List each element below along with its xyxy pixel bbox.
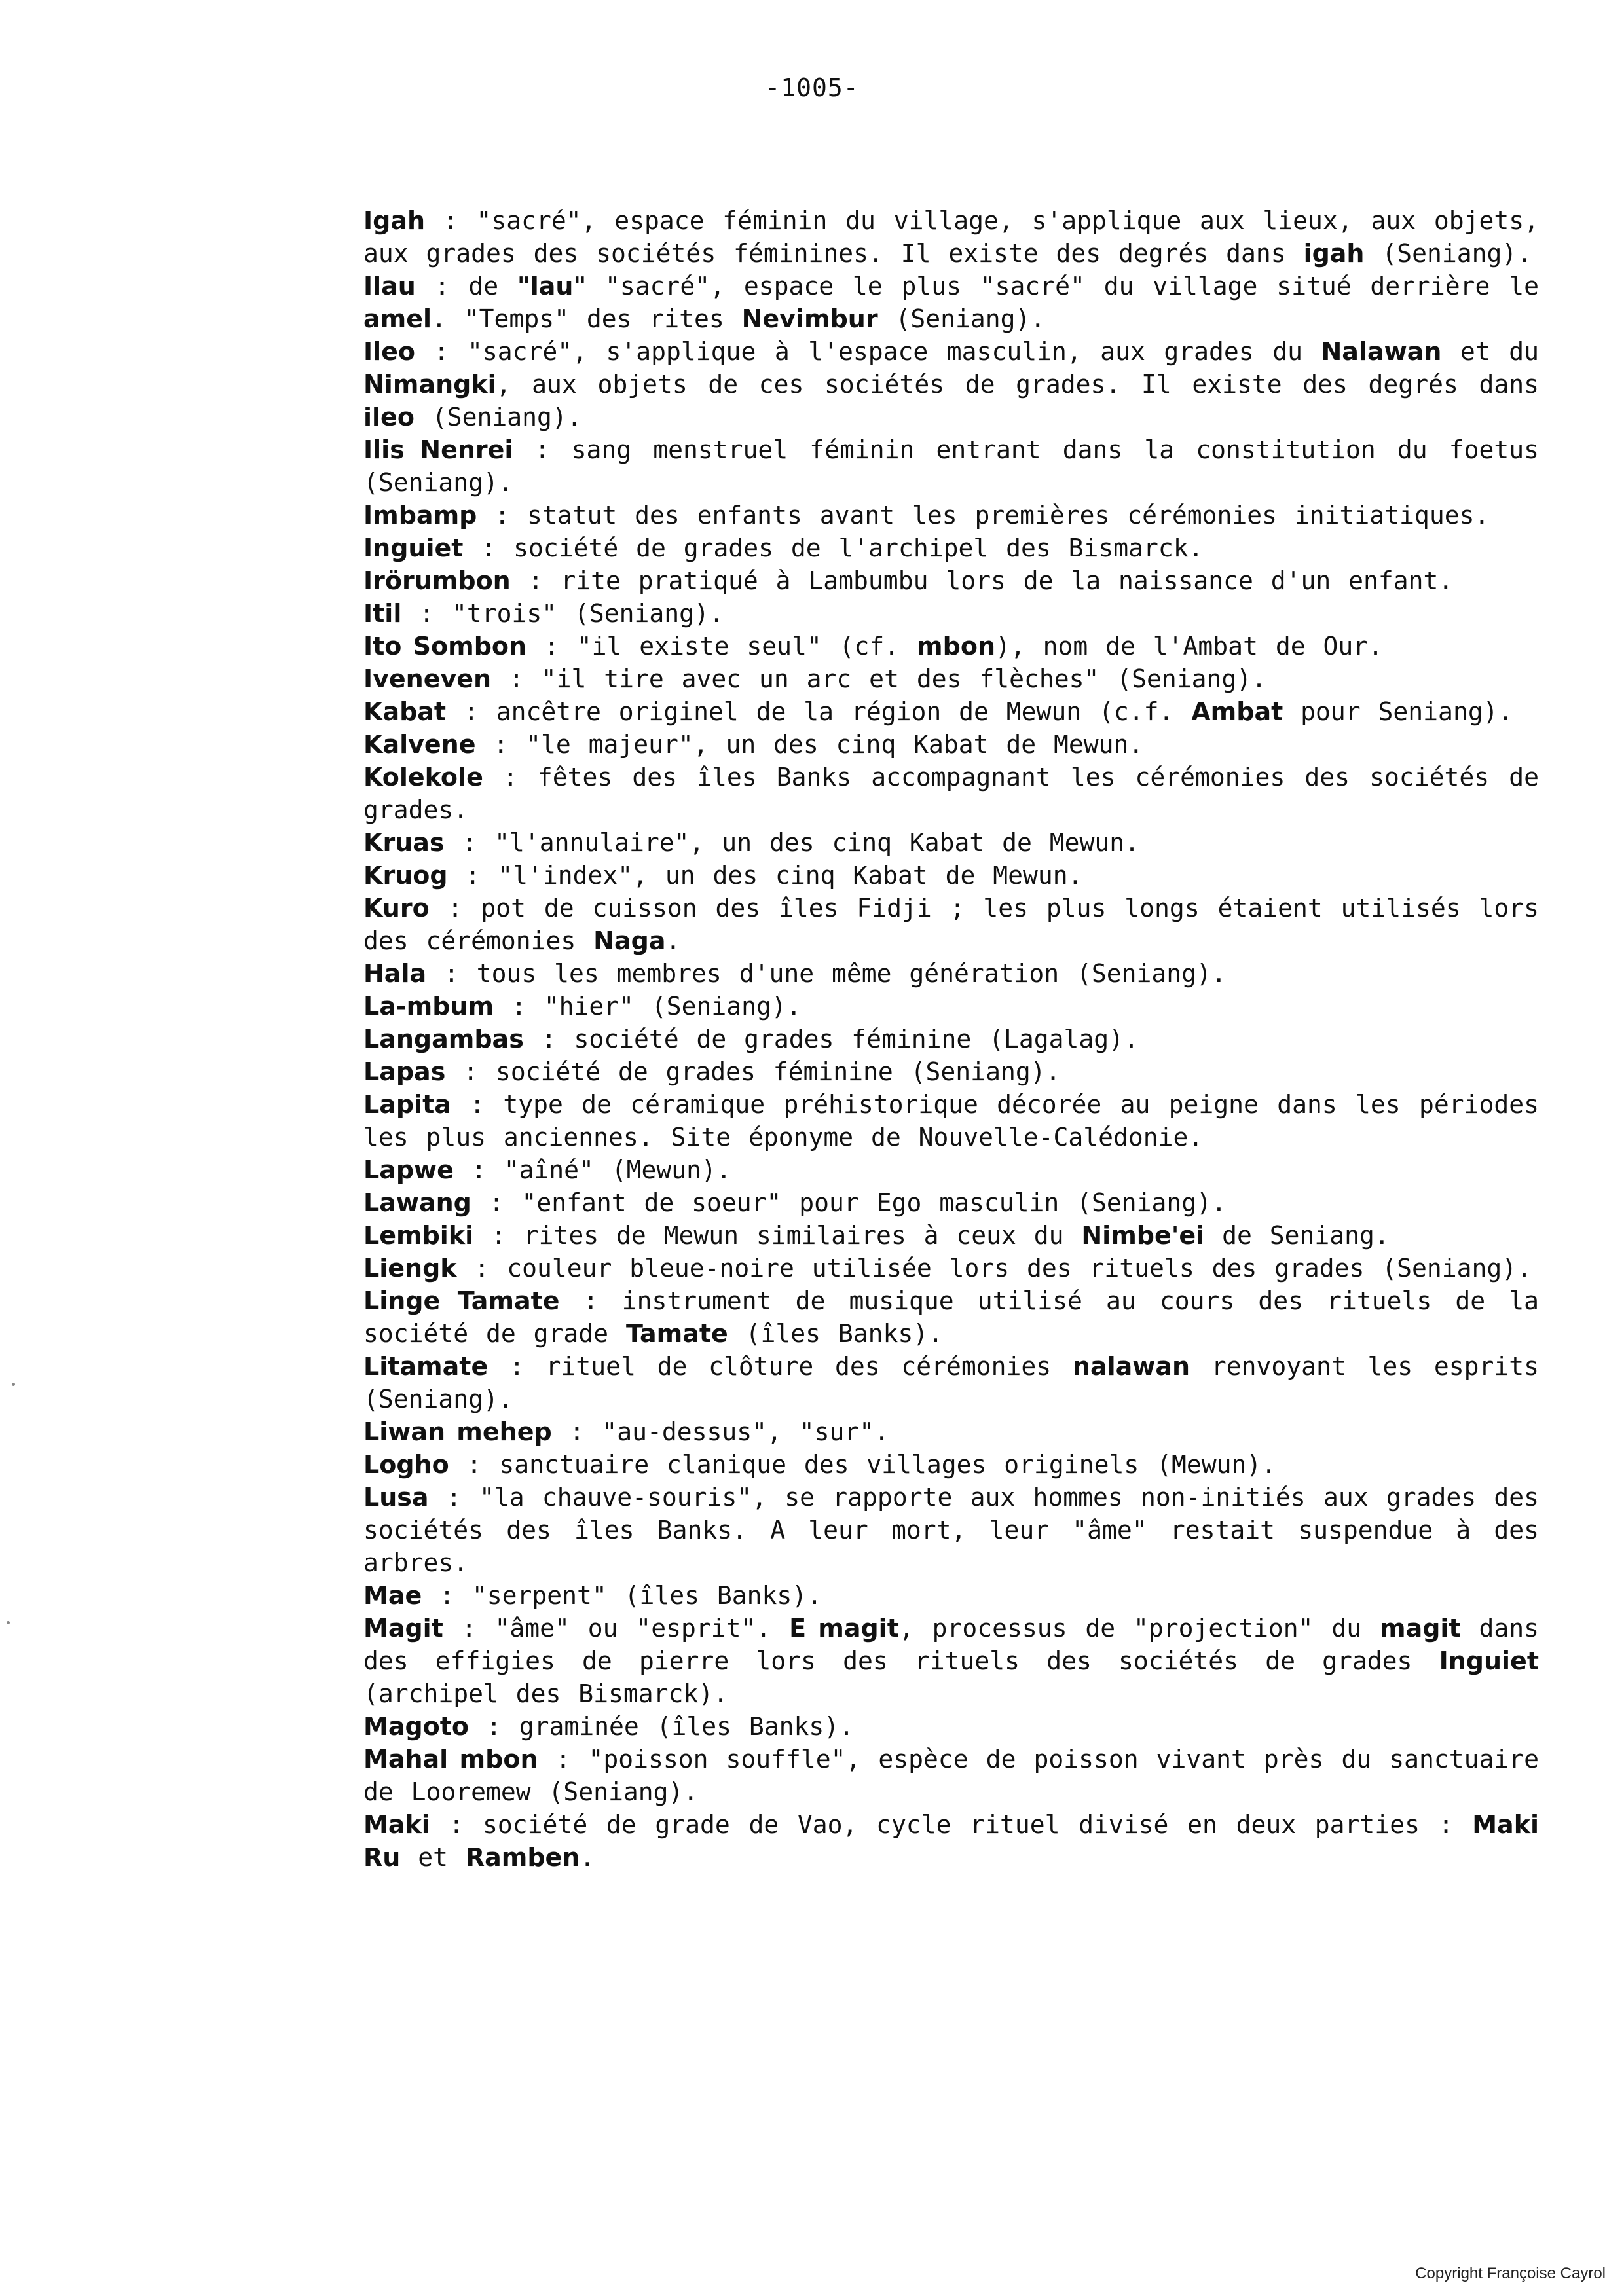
glossary-entry: [363, 1252, 1539, 1285]
entry-separator: :: [444, 828, 495, 857]
entry-bold-term: Nalawan: [1321, 337, 1442, 366]
scan-speck: [7, 1621, 10, 1624]
entry-definition-text: "sacré", espace féminin du village, s'applique aux lieux, aux objets, aux grades des sociétés féminines. Il existe des degrés dans: [363, 206, 1539, 268]
entry-term: Liengk: [363, 1254, 457, 1283]
entry-definition-text: "il tire avec un arc et des flèches" (Seniang).: [541, 665, 1267, 693]
entry-definition-text: , processus de "projection" du: [898, 1614, 1380, 1643]
entry-term: Kruog: [363, 861, 448, 890]
glossary-entry: [363, 957, 1539, 990]
glossary-entry: [363, 695, 1539, 728]
entry-definition-text: "au-dessus", "sur".: [602, 1417, 889, 1446]
entry-definition-text: (Seniang).: [1364, 239, 1532, 268]
entry-definition-text: (Seniang).: [877, 304, 1046, 333]
entry-separator: :: [428, 1483, 479, 1512]
entry-bold-term: Nimbe'ei: [1081, 1221, 1205, 1250]
entry-separator: :: [422, 1581, 472, 1610]
entry-term: Inguiet: [363, 534, 464, 562]
entry-term: Langambas: [363, 1025, 524, 1053]
entry-term: Maki: [363, 1810, 430, 1839]
entry-separator: :: [491, 665, 542, 693]
scan-speck: [12, 1383, 15, 1386]
entry-term: Imbamp: [363, 501, 477, 530]
glossary-entry: [363, 1579, 1539, 1612]
entry-separator: :: [523, 1025, 574, 1053]
entry-term: Mae: [363, 1581, 422, 1610]
entry-term: Kruas: [363, 828, 445, 857]
glossary-entry: [363, 826, 1539, 859]
entry-definition-text: renvoyant les esprits (Seniang).: [363, 1352, 1539, 1413]
entry-term: Itil: [363, 599, 402, 628]
entry-separator: :: [425, 206, 477, 235]
glossary-entry: [363, 1415, 1539, 1448]
entry-term: Iveneven: [363, 665, 492, 693]
glossary-entry: [363, 1710, 1539, 1743]
entry-separator: :: [475, 730, 526, 759]
entry-definition-text: et du: [1441, 337, 1539, 366]
glossary-entry: [363, 630, 1539, 663]
entry-definition-text: "trois" (Seniang).: [452, 599, 724, 628]
entry-definition-text: fêtes des îles Banks accompagnant les cérémonies des sociétés de grades.: [363, 763, 1539, 824]
glossary-entry: [363, 204, 1539, 270]
entry-separator: :: [426, 959, 477, 988]
entry-definition-text: pot de cuisson des îles Fidji ; les plus longs étaient utilisés lors des cérémonies: [363, 894, 1540, 955]
entry-definition-text: "la chauve-souris", se rapporte aux hommes non-initiés aux grades des sociétés des îles Banks. A leur mort, leur "âme" restait suspendue à des arbres.: [363, 1483, 1540, 1577]
glossary-entry: [363, 1186, 1539, 1219]
entry-term: Magit: [363, 1614, 443, 1643]
entry-definition-text: société de grades féminine (Lagalag).: [574, 1025, 1139, 1053]
entry-term: Ilis Nenrei: [363, 435, 513, 464]
glossary-entry: [363, 728, 1539, 761]
glossary-entry: [363, 1448, 1539, 1481]
glossary-entry: [363, 597, 1539, 630]
entry-bold-term: Ramben: [465, 1843, 580, 1872]
entry-definition-text: tous les membres d'une même génération (Seniang).: [476, 959, 1227, 988]
entry-definition-text: ), nom de l'Ambat de Our.: [995, 632, 1383, 661]
entry-bold-term: igah: [1303, 239, 1365, 268]
entry-definition-text: société de grades féminine (Seniang).: [495, 1057, 1061, 1086]
glossary-entry: [363, 761, 1539, 826]
entry-separator: :: [415, 337, 468, 366]
entry-separator: :: [469, 1712, 519, 1741]
entry-term: Ileo: [363, 337, 416, 366]
entry-definition-text: "hier" (Seniang).: [544, 992, 802, 1021]
glossary-list: [363, 204, 1539, 1874]
entry-term: Kolekole: [363, 763, 483, 792]
entry-term: Lapita: [363, 1090, 451, 1119]
entry-definition-text: "l'annulaire", un des cinq Kabat de Mewun.: [494, 828, 1140, 857]
glossary-entry: [363, 532, 1539, 564]
entry-separator: :: [559, 1286, 622, 1315]
entry-separator: :: [430, 1810, 483, 1839]
entry-definition-text: .: [580, 1843, 595, 1872]
glossary-entry: [363, 663, 1539, 695]
entry-definition-text: "poisson souffle", espèce de poisson vivant près du sanctuaire de Looremew (Seniang).: [363, 1745, 1539, 1806]
entry-term: Lembiki: [363, 1221, 474, 1250]
glossary-entry: [363, 1219, 1539, 1252]
entry-definition-text: société de grade de Vao, cycle rituel divisé en deux parties :: [483, 1810, 1473, 1839]
entry-term: La-mbum: [363, 992, 494, 1021]
glossary-entry: [363, 1808, 1539, 1874]
glossary-entry: [363, 1481, 1539, 1579]
entry-bold-term: E magit: [789, 1614, 899, 1643]
entry-separator: :: [488, 1352, 546, 1381]
glossary-entry: [363, 1088, 1539, 1154]
entry-separator: :: [449, 1450, 500, 1479]
glossary-entry: [363, 270, 1539, 335]
entry-definition-text: (Seniang).: [414, 403, 582, 431]
entry-definition-text: et: [400, 1843, 466, 1872]
entry-bold-term: Nevimbur: [741, 304, 878, 333]
entry-definition-text: dans des effigies de pierre lors des rituels des sociétés de grades: [363, 1614, 1539, 1675]
entry-definition-text: type de céramique préhistorique décorée au peigne dans les périodes les plus anciennes. Site éponyme de Nouvelle-Calédonie.: [363, 1090, 1539, 1152]
entry-definition-text: "l'index", un des cinq Kabat de Mewun.: [498, 861, 1083, 890]
entry-separator: :: [471, 1188, 522, 1217]
entry-separator: :: [526, 632, 577, 661]
entry-term: Irörumbon: [363, 566, 511, 595]
entry-bold-term: Inguiet: [1439, 1647, 1539, 1675]
entry-bold-term: ileo: [363, 403, 415, 431]
entry-definition-text: couleur bleue-noire utilisée lors des rituels des grades (Seniang).: [507, 1254, 1532, 1283]
entry-definition-text: "sacré", s'applique à l'espace masculin, aux grades du: [467, 337, 1321, 366]
entry-separator: :: [494, 992, 544, 1021]
entry-term: Lusa: [363, 1483, 429, 1512]
entry-separator: :: [538, 1745, 589, 1774]
entry-separator: :: [401, 599, 452, 628]
entry-term: Lapwe: [363, 1156, 454, 1184]
entry-definition-text: .: [665, 926, 681, 955]
entry-definition-text: rituel de clôture des cérémonies: [545, 1352, 1073, 1381]
entry-definition-text: "aîné" (Mewun).: [504, 1156, 731, 1184]
glossary-entry: [363, 1612, 1539, 1710]
entry-term: Lawang: [363, 1188, 471, 1217]
entry-definition-text: statut des enfants avant les premières cérémonies initiatiques.: [527, 501, 1490, 530]
entry-separator: :: [513, 435, 572, 464]
entry-definition-text: "il existe seul" (cf.: [576, 632, 917, 661]
entry-term: Lapas: [363, 1057, 446, 1086]
entry-definition-text: "le majeur", un des cinq Kabat de Mewun.: [526, 730, 1144, 759]
entry-bold-term: Maki Ru: [363, 1810, 1539, 1872]
glossary-entry: [363, 1743, 1539, 1808]
entry-definition-text: "sacré", espace le plus "sacré" du village situé derrière le: [586, 272, 1539, 301]
entry-separator: :: [443, 1614, 495, 1643]
entry-definition-text: (archipel des Bismarck).: [363, 1679, 729, 1708]
entry-separator: :: [510, 566, 561, 595]
entry-term: Linge Tamate: [363, 1286, 560, 1315]
entry-definition-text: sanctuaire clanique des villages originels (Mewun).: [499, 1450, 1277, 1479]
entry-bold-term: magit: [1379, 1614, 1461, 1643]
glossary-entry: [363, 1285, 1539, 1350]
entry-definition-text: de Seniang.: [1204, 1221, 1390, 1250]
entry-term: Hala: [363, 959, 427, 988]
glossary-entry: [363, 859, 1539, 892]
entry-definition-text: . "Temps" des rites: [432, 304, 742, 333]
glossary-entry: [363, 892, 1539, 957]
entry-bold-term: nalawan: [1072, 1352, 1190, 1381]
entry-definition-text: de: [468, 272, 517, 301]
entry-definition-text: rite pratiqué à Lambumbu lors de la naissance d'un enfant.: [561, 566, 1454, 595]
entry-separator: :: [447, 861, 498, 890]
entry-term: Litamate: [363, 1352, 489, 1381]
glossary-entry: [363, 433, 1539, 499]
entry-separator: :: [453, 1156, 504, 1184]
entry-separator: :: [415, 272, 469, 301]
entry-separator: :: [456, 1254, 507, 1283]
entry-bold-term: Tamate: [625, 1319, 728, 1348]
entry-definition-text: "serpent" (îles Banks).: [471, 1581, 822, 1610]
glossary-entry: [363, 1055, 1539, 1088]
glossary-entry: [363, 1350, 1539, 1415]
entry-term: Liwan mehep: [363, 1417, 552, 1446]
entry-term: Kalvene: [363, 730, 476, 759]
glossary-entry: [363, 499, 1539, 532]
entry-separator: :: [477, 501, 528, 530]
entry-definition-text: graminée (îles Banks).: [519, 1712, 855, 1741]
entry-definition-text: ancêtre originel de la région de Mewun (c.f.: [496, 697, 1192, 726]
entry-definition-text: , aux objets de ces sociétés de grades. Il existe des degrés dans: [496, 370, 1539, 399]
entry-definition-text: instrument de musique utilisé au cours des rituels de la société de grade: [363, 1286, 1539, 1348]
glossary-entry: [363, 1154, 1539, 1186]
entry-definition-text: "âme" ou "esprit".: [494, 1614, 790, 1643]
glossary-entry: [363, 990, 1539, 1023]
entry-definition-text: société de grades de l'archipel des Bismarck.: [513, 534, 1204, 562]
entry-definition-text: sang menstruel féminin entrant dans la constitution du foetus (Seniang).: [363, 435, 1540, 497]
entry-bold-term: "lau": [517, 272, 587, 301]
entry-separator: :: [473, 1221, 524, 1250]
entry-separator: :: [463, 534, 514, 562]
entry-term: Kuro: [363, 894, 430, 922]
entry-separator: :: [451, 1090, 504, 1119]
glossary-entry: [363, 1023, 1539, 1055]
entry-term: Kabat: [363, 697, 447, 726]
entry-separator: :: [551, 1417, 602, 1446]
entry-bold-term: amel: [363, 304, 432, 333]
entry-definition-text: pour Seniang).: [1283, 697, 1513, 726]
entry-definition-text: (îles Banks).: [728, 1319, 944, 1348]
glossary-entry: [363, 564, 1539, 597]
entry-term: Ito Sombon: [363, 632, 527, 661]
glossary-entry: [363, 335, 1539, 433]
entry-term: Ilau: [363, 272, 416, 301]
entry-term: Magoto: [363, 1712, 470, 1741]
entry-separator: :: [429, 894, 481, 922]
page-number: -1005-: [765, 73, 859, 102]
entry-bold-term: Nimangki: [363, 370, 496, 399]
entry-bold-term: Ambat: [1191, 697, 1283, 726]
entry-term: Logho: [363, 1450, 449, 1479]
entry-separator: :: [483, 763, 538, 792]
entry-bold-term: mbon: [917, 632, 996, 661]
entry-definition-text: "enfant de soeur" pour Ego masculin (Seniang).: [521, 1188, 1227, 1217]
entry-separator: :: [446, 697, 496, 726]
copyright-notice: Copyright Françoise Cayrol: [1415, 2265, 1606, 2282]
entry-bold-term: Naga: [593, 926, 666, 955]
entry-term: Mahal mbon: [363, 1745, 538, 1774]
entry-term: Igah: [363, 206, 426, 235]
entry-separator: :: [445, 1057, 496, 1086]
entry-definition-text: rites de Mewun similaires à ceux du: [523, 1221, 1082, 1250]
